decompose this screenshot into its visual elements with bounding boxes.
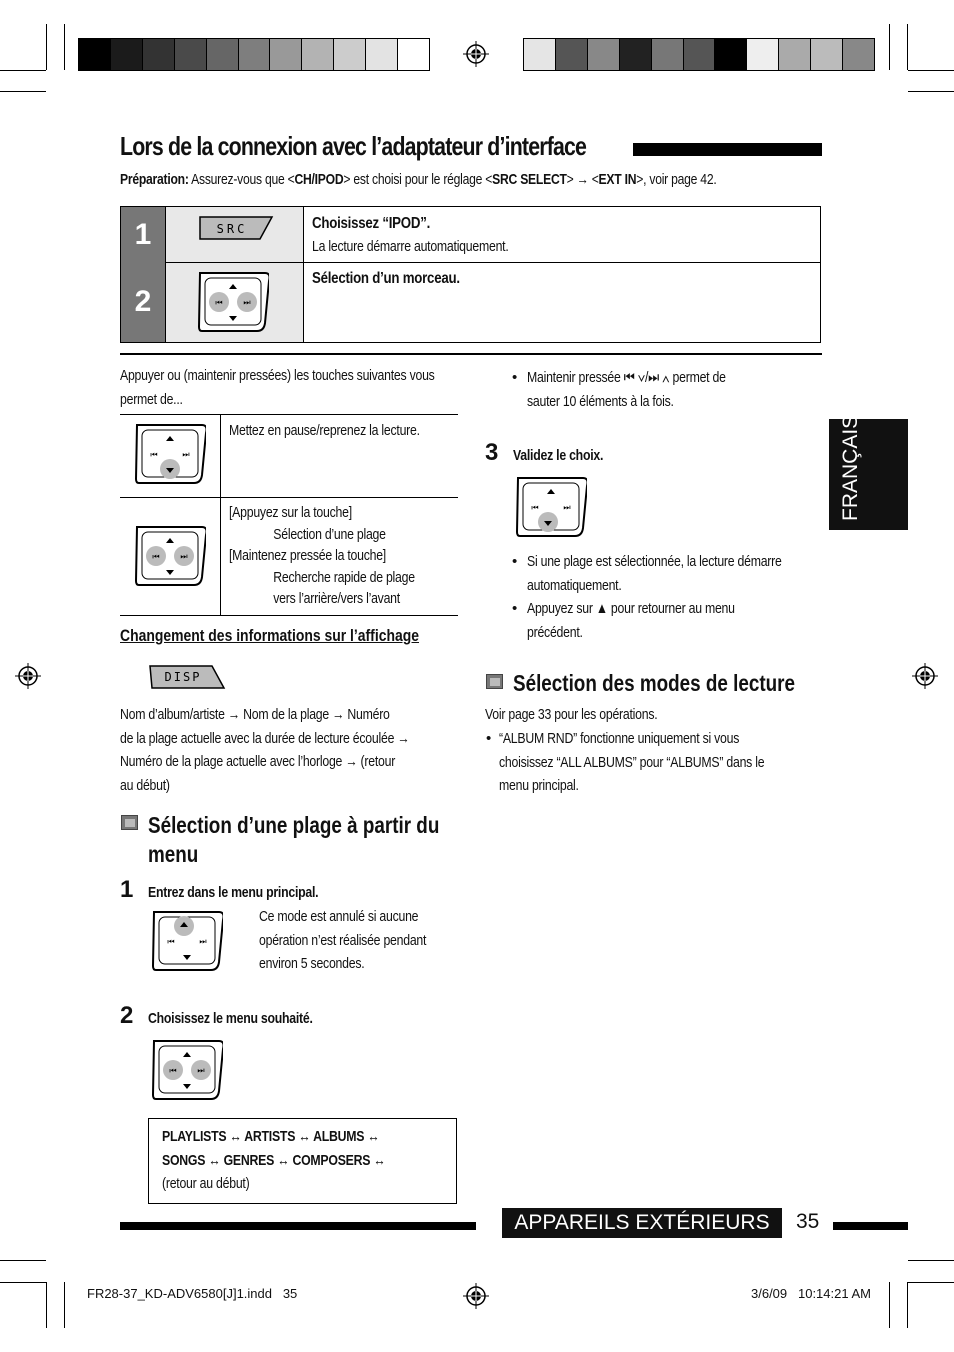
- preparation-text-part: Assurez-vous que <: [191, 171, 295, 188]
- step-title: Choisissez “IPOD”.: [312, 215, 431, 232]
- menu-section-heading: [148, 811, 439, 869]
- text-line: Si une plage est sélectionnée, la lecture démarre: [527, 553, 782, 570]
- text-line: SONGS ↔ GENRES ↔ COMPOSERS ↔: [162, 1151, 386, 1169]
- text-line: (retour au début): [162, 1175, 250, 1192]
- heading-line: Sélection d’une plage à partir du: [148, 812, 440, 838]
- display-sequence: [120, 703, 409, 797]
- control-pad-up-icon: [151, 910, 223, 972]
- preparation-text: [120, 168, 716, 192]
- setting-name: SRC SELECT: [492, 171, 567, 188]
- text-line: automatiquement.: [527, 576, 622, 594]
- skip-description: [229, 502, 415, 610]
- step-title: Sélection d’un morceau.: [312, 270, 460, 287]
- hold-skip-text: [527, 366, 726, 413]
- text-line: choisissez “ALL ALBUMS” pour “ALBUMS” dans le: [499, 753, 765, 771]
- text-line: Nom d’album/artiste → Nom de la plage → Numéro: [120, 706, 390, 723]
- table-vrule: [220, 414, 221, 615]
- text-line: Recherche rapide de plage: [273, 568, 415, 586]
- src-button-icon: [196, 215, 276, 241]
- text-line: sauter 10 éléments à la fois.: [527, 392, 674, 410]
- disp-button-label: DISP: [164, 670, 202, 684]
- display-heading: Changement des informations sur l’affichage: [120, 626, 419, 645]
- preparation-text-part: >, voir page 42.: [636, 171, 717, 188]
- bullet-marker: •: [512, 553, 517, 570]
- step-number: 1: [120, 876, 134, 903]
- svg-text:⏭: ⏭: [182, 450, 190, 459]
- text-line: “ALBUM RND” fonctionne uniquement si vous: [499, 730, 740, 747]
- control-pad-down-icon: [134, 423, 206, 485]
- step-number: 3: [485, 439, 499, 466]
- text-line: Numéro de la plage actuelle avec l’horloge → (retour: [120, 753, 396, 770]
- table-rule: [120, 497, 458, 498]
- step-icon-cell: [165, 207, 304, 262]
- text-line: environ 5 secondes.: [259, 955, 365, 972]
- section-bullet-icon: [121, 815, 138, 830]
- text-line: Maintenir pressée ⏮ ∨/⏭ ∧ permet de: [527, 369, 726, 386]
- file-slug: FR28-37_KD-ADV6580[J]1.indd 35: [87, 1286, 298, 1301]
- step-number: 1: [121, 207, 165, 262]
- step-label: Choisissez le menu souhaité.: [148, 1010, 313, 1027]
- heading-line: menu: [148, 841, 199, 867]
- text-line: Appuyez sur ▲ pour retourner au menu: [527, 600, 735, 617]
- table-rule: [120, 615, 458, 616]
- pause-resume-text: Mettez en pause/reprenez la lecture.: [229, 422, 420, 439]
- registration-mark-icon: [15, 663, 41, 689]
- bullet-text: [527, 597, 735, 644]
- date-slug: 3/6/09 10:14:21 AM: [751, 1286, 871, 1301]
- footer-rule: [833, 1222, 908, 1230]
- svg-text:⏭: ⏭: [180, 552, 188, 561]
- svg-text:⏮: ⏮: [531, 503, 539, 512]
- text-line: [Maintenez pressée la touche]: [229, 547, 386, 564]
- menu-sequence: [162, 1125, 385, 1196]
- control-pad-skip-icon: [151, 1039, 223, 1101]
- preparation-text-part: > → <: [566, 171, 599, 188]
- registration-mark-icon: [912, 663, 938, 689]
- step-number: 2: [120, 1002, 134, 1029]
- bullet-marker: •: [512, 369, 517, 386]
- table-rule: [120, 414, 458, 415]
- svg-text:⏭: ⏭: [199, 937, 207, 946]
- section-bullet-icon: [486, 674, 503, 689]
- svg-text:⏭: ⏭: [243, 298, 251, 307]
- control-pad-down-icon: [515, 476, 587, 538]
- registration-mark-icon: [463, 41, 489, 67]
- text-line: au début): [120, 776, 170, 794]
- src-button-label: SRC: [216, 222, 248, 236]
- title-rule: [633, 143, 822, 156]
- disp-button-icon: [148, 664, 226, 690]
- modes-heading: Sélection des modes de lecture: [513, 670, 795, 696]
- svg-text:⏭: ⏭: [197, 1066, 205, 1075]
- step-label: Entrez dans le menu principal.: [148, 884, 319, 901]
- text-line: Sélection d’une plage: [273, 525, 386, 543]
- text-line: opération n’est réalisée pendant: [259, 931, 427, 949]
- text-line: de la plage actuelle avec la durée de lecture écoulée →: [120, 729, 410, 747]
- timeout-note: [259, 905, 426, 976]
- intro-text: Appuyer ou (maintenir pressées) les touches suivantes vous permet de...: [120, 367, 435, 408]
- text-line: [Appuyez sur la touche]: [229, 504, 352, 521]
- step-description: La lecture démarre automatiquement.: [312, 238, 509, 255]
- page-title: Lors de la connexion avec l’adaptateur d’interface: [120, 131, 587, 161]
- color-bar-right: [523, 38, 875, 71]
- bullet-text: [527, 550, 782, 597]
- step-icon-cell: [165, 262, 304, 342]
- control-pad-skip-icon: [134, 525, 206, 587]
- album-rnd-note: [499, 727, 764, 798]
- text-line: vers l’arrière/vers l’avant: [273, 590, 400, 607]
- color-bar-left: [78, 38, 430, 71]
- section-rule: [120, 353, 822, 355]
- svg-text:⏮: ⏮: [150, 450, 158, 459]
- language-tab-label: FRANÇAIS: [839, 414, 862, 521]
- text-line: PLAYLISTS ↔ ARTISTS ↔ ALBUMS ↔: [162, 1128, 380, 1145]
- row-divider: [304, 262, 821, 263]
- svg-text:⏮: ⏮: [152, 552, 160, 561]
- language-tab: [829, 414, 908, 530]
- step-number: 2: [121, 262, 165, 342]
- bullet-marker: •: [512, 600, 517, 617]
- svg-text:⏮: ⏮: [167, 937, 175, 946]
- preparation-text-part: > est choisi pour le réglage <: [343, 171, 493, 188]
- registration-mark-icon: [463, 1283, 489, 1309]
- steps-table: [120, 206, 821, 343]
- svg-text:⏮: ⏮: [215, 298, 223, 307]
- svg-text:⏭: ⏭: [563, 503, 571, 512]
- modes-text: Voir page 33 pour les opérations.: [485, 706, 658, 723]
- svg-text:⏮: ⏮: [169, 1066, 177, 1075]
- page-number: 35: [796, 1210, 820, 1233]
- footer-rule: [120, 1222, 476, 1230]
- section-tab: APPAREILS EXTÉRIEURS: [502, 1208, 782, 1238]
- text-line: Ce mode est annulé si aucune: [259, 908, 419, 925]
- setting-value: CH/IPOD: [294, 171, 344, 188]
- text-line: menu principal.: [499, 777, 579, 794]
- bullet-marker: •: [486, 730, 491, 747]
- preparation-label: Préparation:: [120, 171, 189, 188]
- text-line: précédent.: [527, 623, 583, 641]
- control-pad-icon: [197, 271, 269, 333]
- step-label: Validez le choix.: [513, 447, 604, 464]
- setting-value: EXT IN: [598, 171, 637, 188]
